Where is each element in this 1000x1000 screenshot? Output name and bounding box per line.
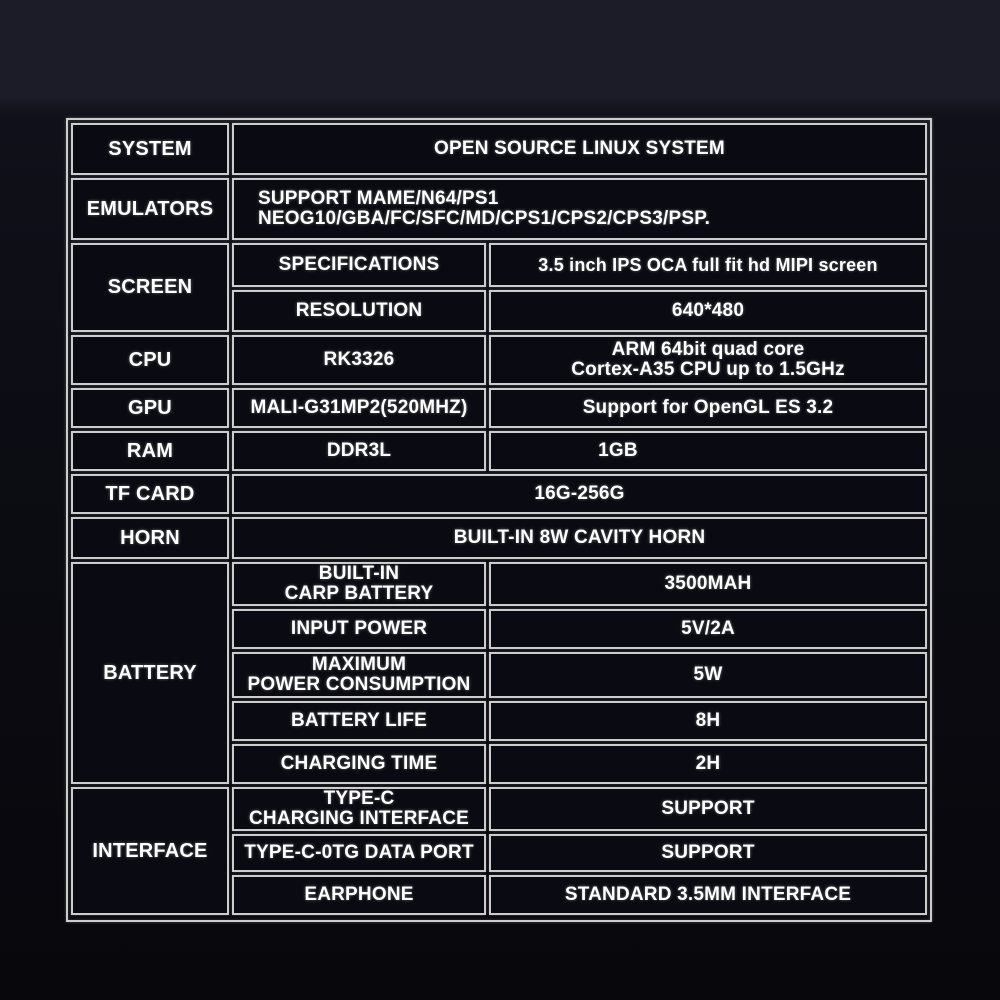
- emulators-label: EMULATORS: [71, 178, 229, 240]
- max-power-name: [232, 652, 486, 698]
- emulators-value: [232, 178, 927, 240]
- charging-time-name: CHARGING TIME: [232, 744, 486, 784]
- cpu-chip: RK3326: [232, 335, 486, 385]
- spec-table: [66, 118, 932, 922]
- system-label: SYSTEM: [71, 123, 229, 175]
- gpu-chip: MALI-G31MP2(520MHZ): [232, 388, 486, 428]
- battery-capacity-name-line2: CARP BATTERY: [284, 583, 434, 604]
- horn-label: HORN: [71, 517, 229, 559]
- screen-spec-value: 3.5 inch IPS OCA full fit hd MIPI screen: [489, 243, 927, 287]
- typec-otg-name: TYPE-C-0TG DATA PORT: [232, 834, 486, 872]
- max-power-name-line2: POWER CONSUMPTION: [247, 674, 471, 695]
- battery-capacity-name-line1: BUILT-IN: [318, 563, 400, 585]
- ram-value: 1GB: [489, 431, 927, 471]
- battery-label: BATTERY: [71, 562, 229, 784]
- battery-life-value: 8H: [489, 701, 927, 741]
- screen-spec-label: SPECIFICATIONS: [232, 243, 486, 287]
- typec-charging-name-line1: TYPE-C: [323, 788, 395, 810]
- emulators-value-line1: SUPPORT MAME/N64/PS1: [258, 188, 499, 210]
- screen-label: SCREEN: [71, 243, 229, 332]
- typec-charging-name-line2: CHARGING INTERFACE: [249, 808, 469, 829]
- battery-capacity-name: [232, 562, 486, 606]
- charging-time-value: 2H: [489, 744, 927, 784]
- cpu-value-line2: Cortex-A35 CPU up to 1.5GHz: [571, 359, 845, 380]
- input-power-name: INPUT POWER: [232, 609, 486, 649]
- cpu-value: [489, 335, 927, 385]
- emulators-value-line2: NEOG10/GBA/FC/SFC/MD/CPS1/CPS2/CPS3/PSP.: [258, 208, 711, 229]
- gpu-value: Support for OpenGL ES 3.2: [489, 388, 927, 428]
- ram-chip: DDR3L: [232, 431, 486, 471]
- cpu-value-line1: ARM 64bit quad core: [611, 339, 805, 361]
- screen-resolution-label: RESOLUTION: [232, 290, 486, 332]
- earphone-value: STANDARD 3.5MM INTERFACE: [489, 875, 927, 915]
- typec-charging-name: [232, 787, 486, 831]
- typec-charging-value: SUPPORT: [489, 787, 927, 831]
- interface-label: INTERFACE: [71, 787, 229, 915]
- gpu-label: GPU: [71, 388, 229, 428]
- battery-life-name: BATTERY LIFE: [232, 701, 486, 741]
- max-power-value: 5W: [489, 652, 927, 698]
- max-power-name-line1: MAXIMUM: [311, 654, 407, 676]
- battery-capacity-value: 3500MAH: [489, 562, 927, 606]
- input-power-value: 5V/2A: [489, 609, 927, 649]
- ram-label: RAM: [71, 431, 229, 471]
- tf-card-value: 16G-256G: [232, 474, 927, 514]
- cpu-label: CPU: [71, 335, 229, 385]
- typec-otg-value: SUPPORT: [489, 834, 927, 872]
- system-value: OPEN SOURCE LINUX SYSTEM: [232, 123, 927, 175]
- tf-card-label: TF CARD: [71, 474, 229, 514]
- earphone-name: EARPHONE: [232, 875, 486, 915]
- horn-value: BUILT-IN 8W CAVITY HORN: [232, 517, 927, 559]
- screen-resolution-value: 640*480: [489, 290, 927, 332]
